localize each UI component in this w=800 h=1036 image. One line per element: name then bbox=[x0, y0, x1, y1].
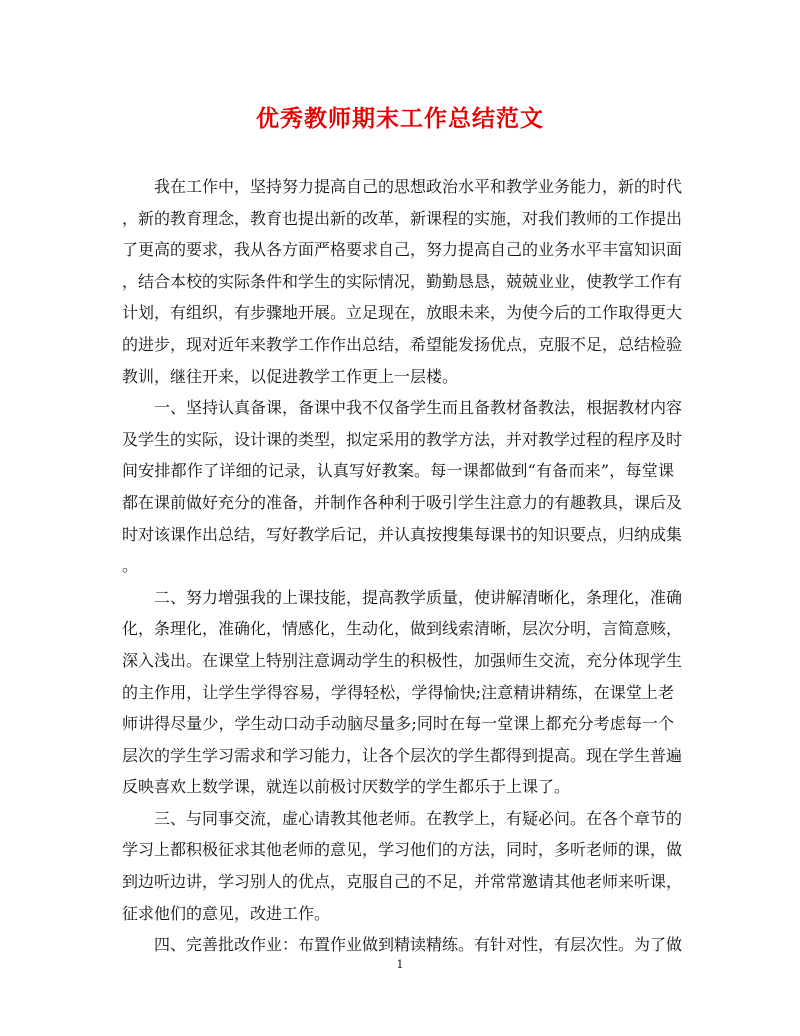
paragraph-line: 到边听边讲，学习别人的优点，克服自己的不足，并常常邀请其他老师来听课， bbox=[122, 872, 683, 892]
paragraph-line: 师讲得尽量少，学生动口动手动脑尽量多;同时在每一堂课上都充分考虑每一个 bbox=[122, 714, 674, 734]
paragraph-line: ，结合本校的实际条件和学生的实际情况，勤勤恳恳，兢兢业业，使教学工作有 bbox=[122, 271, 683, 291]
paragraph-line: 层次的学生学习需求和学习能力，让各个层次的学生都得到提高。现在学生普遍 bbox=[122, 745, 683, 765]
paragraph bbox=[122, 803, 683, 929]
paragraph-line: 的进步，现对近年来教学工作作出总结，希望能发扬优点，克服不足，总结检验 bbox=[122, 334, 683, 354]
paragraph-line: ，新的教育理念，教育也提出新的改革，新课程的实施，对我们教师的工作提出 bbox=[122, 208, 683, 228]
paragraph-line: 四、完善批改作业：布置作业做到精读精练。有针对性，有层次性。为了做 bbox=[154, 935, 683, 955]
paragraph-line: 三、与同事交流，虚心请教其他老师。在教学上，有疑必问。在各个章节的 bbox=[154, 808, 683, 828]
paragraph-line: 时对该课作出总结，写好教学后记，并认真按搜集每课书的知识要点，归纳成集 bbox=[122, 524, 683, 544]
paragraph bbox=[122, 582, 683, 803]
document-body bbox=[122, 171, 683, 961]
paragraph-line: 深入浅出。在课堂上特别注意调动学生的积极性，加强师生交流，充分体现学生 bbox=[122, 650, 683, 670]
paragraph-line: 反映喜欢上数学课，就连以前极讨厌数学的学生都乐于上课了。 bbox=[122, 777, 571, 797]
paragraph-line: 化，条理化，准确化，情感化，生动化，做到线索清晰，层次分明，言简意赅， bbox=[122, 619, 683, 639]
paragraph bbox=[122, 171, 683, 392]
paragraph-line: 都在课前做好充分的准备，并制作各种利于吸引学生注意力的有趣教具，课后及 bbox=[122, 492, 683, 512]
paragraph-line: 间安排都作了详细的记录，认真写好教案。每一课都做到“有备而来”，每堂课 bbox=[122, 461, 674, 481]
paragraph bbox=[122, 392, 683, 582]
paragraph-line: 的主作用，让学生学得容易，学得轻松，学得愉快;注意精讲精练，在课堂上老 bbox=[122, 682, 674, 702]
paragraph-line: 我在工作中，坚持努力提高自己的思想政治水平和教学业务能力，新的时代 bbox=[154, 177, 683, 196]
paragraph-line: 征求他们的意见，改进工作。 bbox=[122, 903, 331, 923]
paragraph-line: 二、努力增强我的上课技能，提高教学质量，使讲解清晰化，条理化，准确 bbox=[154, 587, 683, 607]
paragraph-line: 一、坚持认真备课，备课中我不仅备学生而且备教材备教法，根据教材内容 bbox=[154, 398, 683, 418]
paragraph-line: 。 bbox=[122, 556, 139, 576]
document-title: 优秀教师期末工作总结范文 bbox=[256, 105, 544, 132]
paragraph-line: 及学生的实际，设计课的类型，拟定采用的教学方法，并对教学过程的程序及时 bbox=[122, 429, 683, 449]
paragraph-line: 计划，有组织，有步骤地开展。立足现在，放眼未来，为使今后的工作取得更大 bbox=[122, 303, 683, 323]
paragraph bbox=[122, 929, 683, 961]
page-number: 1 bbox=[396, 958, 404, 971]
paragraph-line: 学习上都积极征求其他老师的意见，学习他们的方法，同时，多听老师的课，做 bbox=[122, 840, 683, 860]
paragraph-line: 了更高的要求，我从各方面严格要求自己，努力提高自己的业务水平丰富知识面 bbox=[122, 240, 683, 260]
paragraph-line: 教训，继往开来，以促进教学工作更上一层楼。 bbox=[122, 366, 459, 386]
